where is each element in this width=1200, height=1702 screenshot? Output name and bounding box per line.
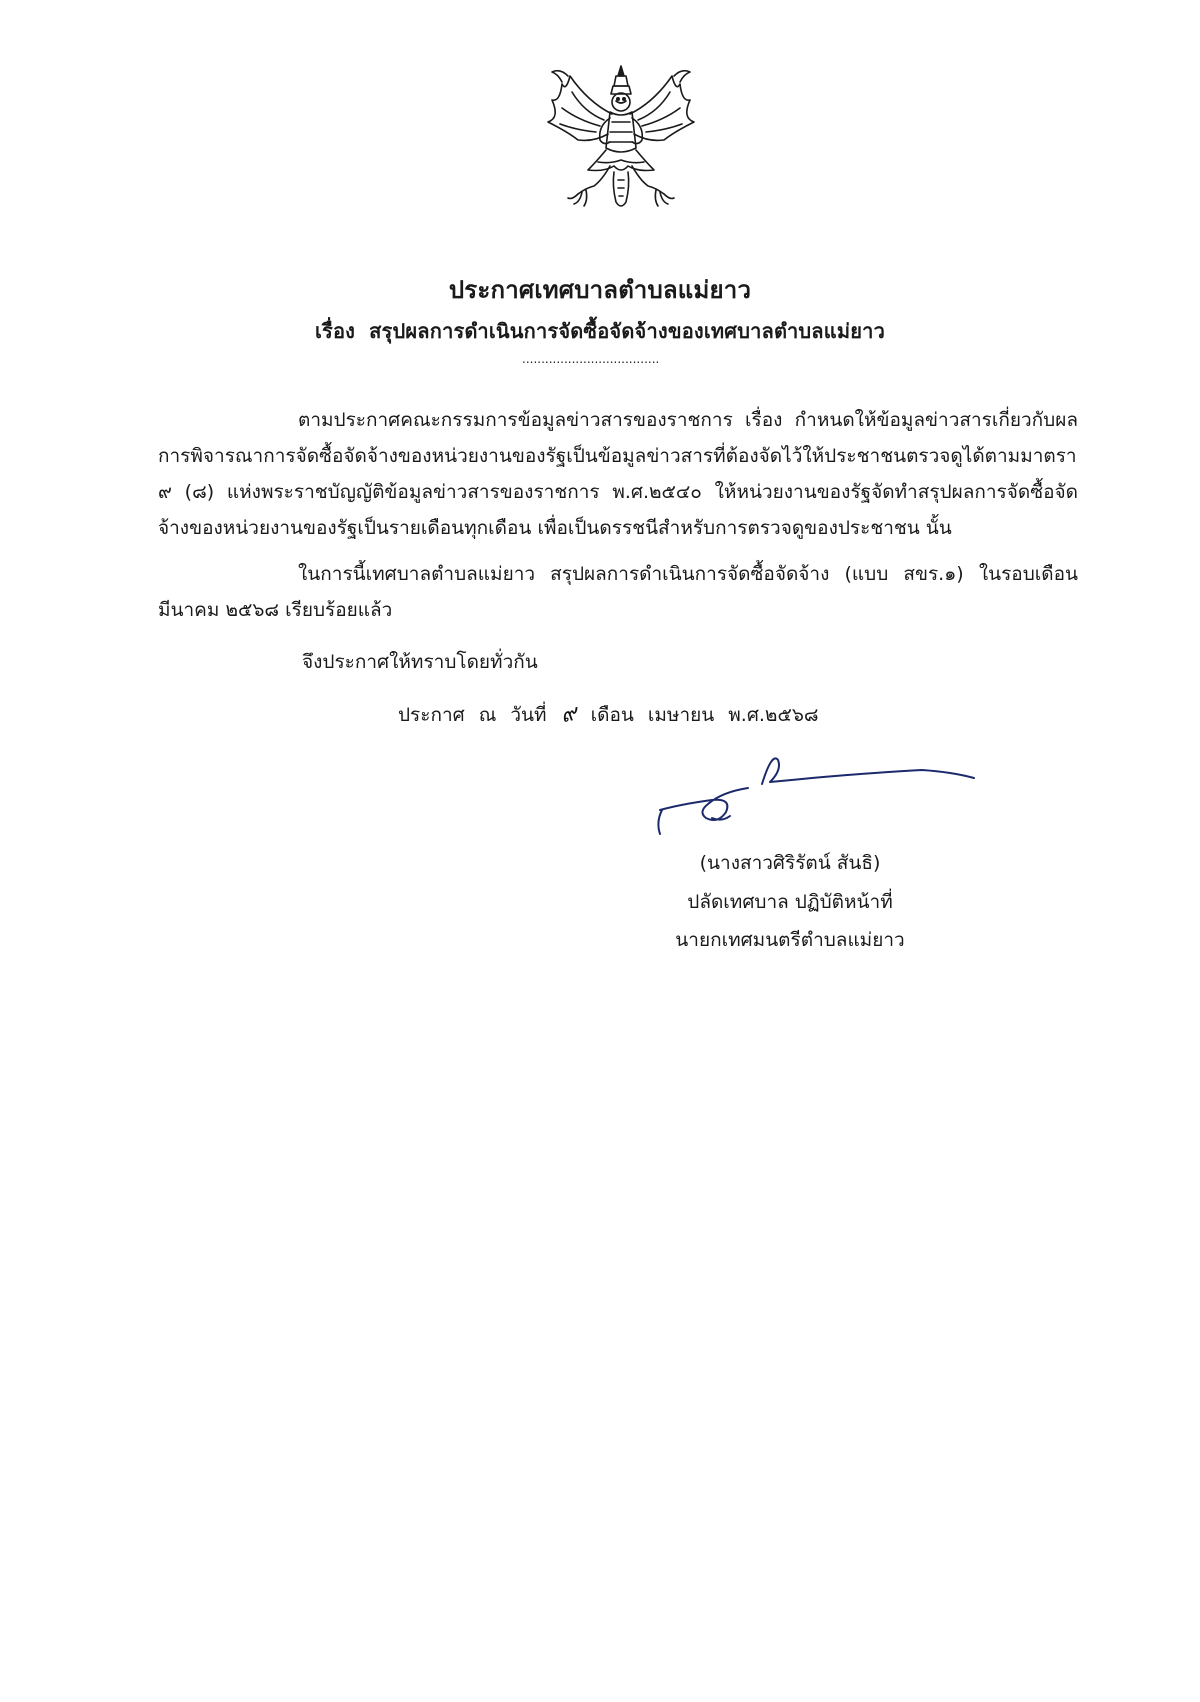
signatory-name: (นางสาวศิริรัตน์ สันธิ): [699, 852, 881, 874]
dateline-prefix: ประกาศ: [398, 704, 465, 726]
announcement-dateline: [398, 697, 819, 733]
dateline-month-label: เดือน: [590, 704, 634, 726]
dateline-day-label: วันที่: [510, 704, 547, 726]
signatory-position-2: นายกเทศมนตรีตำบลแม่ยาว: [675, 929, 905, 951]
document-title: ประกาศเทศบาลตำบลแม่ยาว: [448, 276, 752, 304]
handwritten-signature: [652, 742, 1032, 842]
title-separator: ....................................: [522, 354, 660, 364]
dateline-day: ๙: [558, 700, 579, 729]
document-subject: [0, 315, 1200, 347]
body-paragraph-2: [158, 556, 1078, 628]
signatory-position-1: ปลัดเทศบาล ปฏิบัติหน้าที่: [687, 891, 893, 913]
paragraph-2-text: ในการนี้เทศบาลตำบลแม่ยาว สรุปผลการดำเนินการจัดซื้อจัดจ้าง (แบบ สขร.๑) ในรอบเดือนมีนาคม ๒๕๖๘ เรียบร้อยแล้ว: [158, 563, 1078, 621]
dateline-at: ณ: [478, 704, 497, 726]
subject-text: สรุปผลการดำเนินการจัดซื้อจัดจ้างของเทศบาลตำบลแม่ยาว: [369, 319, 886, 343]
garuda-emblem-icon: [538, 62, 704, 212]
body-paragraph-1: [158, 402, 1078, 546]
dateline-month: เมษายน: [647, 704, 715, 726]
closing-statement: จึงประกาศให้ทราบโดยทั่วกัน: [302, 651, 538, 673]
subject-label: เรื่อง: [314, 319, 356, 343]
paragraph-1-text: ตามประกาศคณะกรรมการข้อมูลข่าวสารของราชการ เรื่อง กำหนดให้ข้อมูลข่าวสารเกี่ยวกับผลการพิจารณาการจัดซื้อจัดจ้างของหน่วยงานของรัฐเป็นข้อมูลข่าวสารที่ต้องจัดไว้ให้ประชาชนตรวจดูได้ตามมาตรา ๙ (๘) แห่งพระราชบัญญัติข้อมูลข่าวสารของราชการ พ.ศ.๒๕๔๐ ให้หน่วยงานของรัฐจัดทำสรุปผลการจัดซื้อจัดจ้างของหน่วยงานของรัฐเป็นรายเดือนทุกเดือน เพื่อเป็นดรรชนีสำหรับการตรวจดูของประชาชน นั้น: [158, 409, 1078, 539]
dateline-year: พ.ศ.๒๕๖๘: [728, 704, 819, 726]
